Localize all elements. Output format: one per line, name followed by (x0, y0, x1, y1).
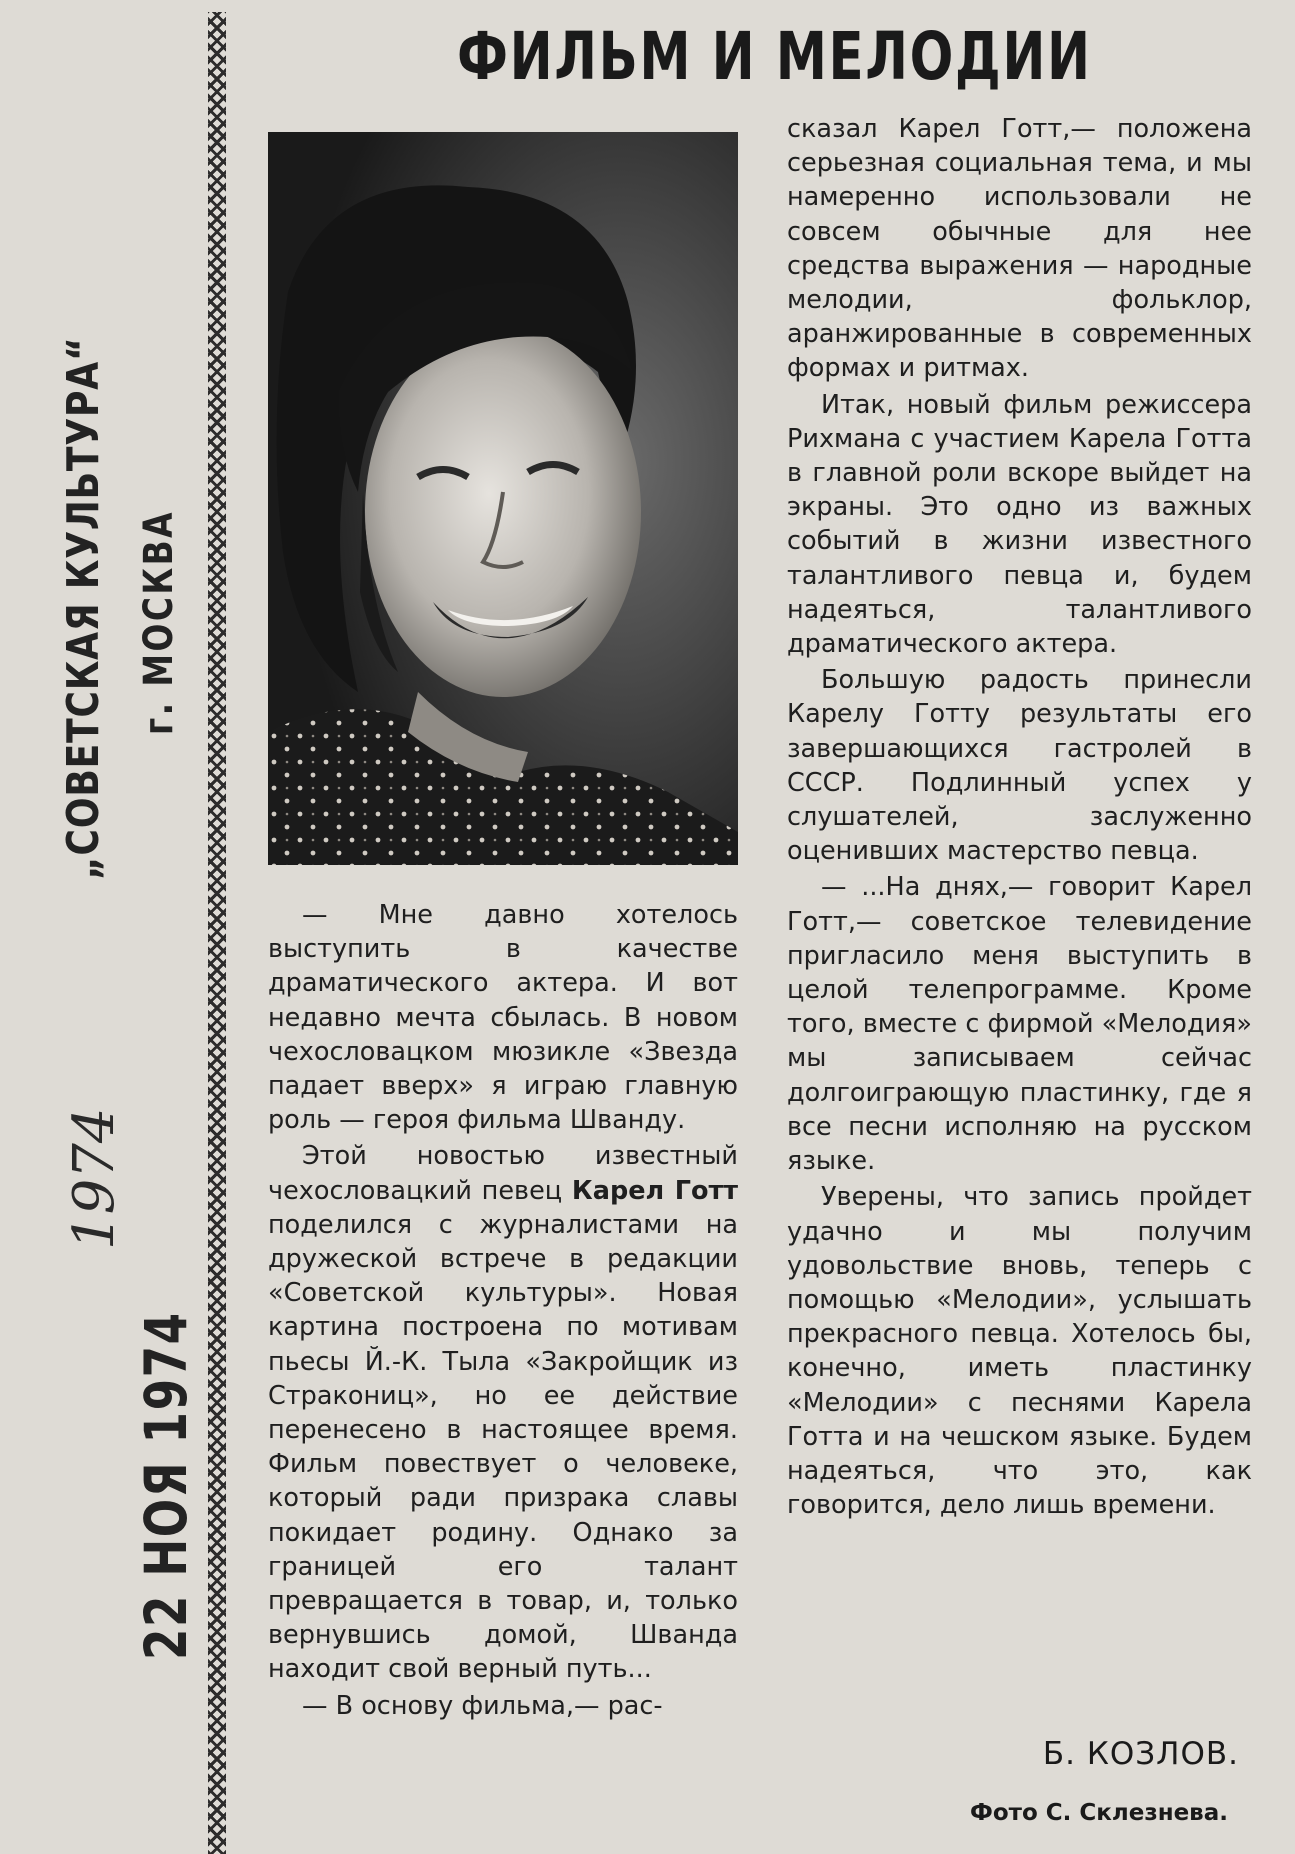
article-paragraph: — В основу фильма,— рас- (302, 1690, 663, 1721)
article-paragraph: Итак, новый фильм режиссера Рихмана с участием Карела Готта в главной роли вскоре выйдет на экраны. Это одно из важных событий в жизни известного талантливого певца и, будем надеяться, талантливого драматического актера. (787, 389, 1252, 660)
article-column-right (787, 112, 1252, 1522)
paragraph-body: поделился с журналистами на дружеской встрече в редакции «Советской культуры». Новая картина построена по мотивам пьесы Й.-К. Тыла «Закройщик из Стракониц», но ее действие перенесено в настоящее время. Фильм повествует о человеке, который ради призрака славы покидает родину. Однако за границей его талант превращается в товар, и, только вернувшись домой, Шванда находит свой верный путь... (268, 1209, 738, 1685)
bleed-through-text (1120, 50, 1295, 110)
article-paragraph: — Мне давно хотелось выступить в качестве драматического актера. И вот недавно мечта сбылась. В новом чехословацком мюзикле «Звезда падает вверх» я играю главную роль — героя фильма Шванду. (268, 900, 738, 1136)
article-paragraph: Уверены, что запись пройдет удачно и мы получим удовольствие вновь, теперь с помощью «Мелодии», услышать прекрасного певца. Хотелось бы, конечно, иметь пластинку «Мелодии» с песнями Карела Готта и на чешском языке. Будем надеяться, что это, как говорится, дело лишь времени. (787, 1182, 1252, 1521)
stamp-city: г. МОСКВА (136, 510, 182, 735)
stamp-newspaper-name: „СОВЕТСКАЯ КУЛЬТУРА“ (58, 336, 109, 880)
article-paragraph: сказал Карел Готт,— положена серьезная социальная тема, и мы намеренно использовали не совсем обычные для нее средства выражения — народные мелодии, фольклор, аранжированные в современных формах и ритмах. (787, 114, 1252, 384)
article-column-left (268, 898, 738, 1723)
paragraph-lead: Этой новостью известный чехословацкий певец (268, 1141, 738, 1206)
stamp-date: 22 НОЯ 1974 (132, 1311, 200, 1660)
article-author: Б. КОЗЛОВ. (1042, 1736, 1239, 1772)
clipping-cut-edge (208, 12, 226, 1854)
article-paragraph (268, 1139, 738, 1686)
stamp-handwritten-year: 1974 (62, 1107, 127, 1250)
portrait-photo (268, 132, 738, 865)
person-name: Карел Готт (571, 1175, 739, 1206)
archive-stamp (0, 0, 212, 1854)
article-paragraph: Большую радость принесли Карелу Готту результаты его завершающихся гастролей в СССР. Подлинный успех у слушателей, заслуженно оценивших мастерство певца. (787, 665, 1252, 867)
article-paragraph: — ...На днях,— говорит Карел Готт,— советское телевидение пригласило меня выступить в целой телепрограмме. Кроме того, вместе с фирмой «Мелодия» мы записываем сейчас долгоиграющую пластинку, где я все песни исполняю на русском языке. (787, 872, 1252, 1177)
article-headline: ФИЛЬМ И МЕЛОДИИ (457, 18, 1092, 95)
photo-credit: Фото С. Склезнева. (970, 1800, 1228, 1826)
